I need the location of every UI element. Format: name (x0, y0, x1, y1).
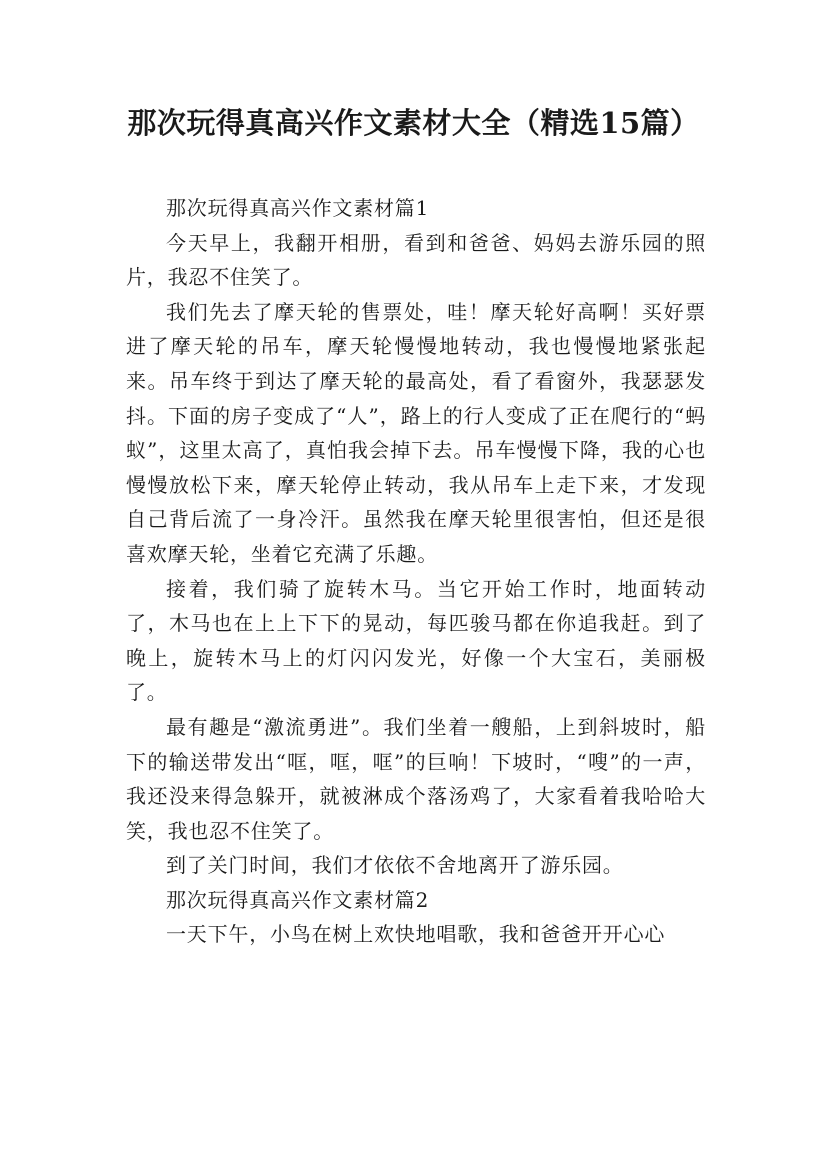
document-body (126, 191, 706, 952)
document-title: 那次玩得真高兴作文素材大全（精选15篇） (127, 106, 700, 140)
section-heading-1: 那次玩得真高兴作文素材篇1 (166, 196, 430, 220)
paragraph: 到了关门时间，我们才依依不舍地离开了游乐园。 (166, 853, 624, 878)
section-heading-2: 那次玩得真高兴作文素材篇2 (166, 887, 430, 912)
paragraph: 今天早上，我翻开相册，看到和爸爸、妈妈去游乐园的照片，我忍不住笑了。 (126, 230, 706, 290)
paragraph: 接着，我们骑了旋转木马。当它开始工作时，地面转动了，木马也在上上下下的晃动，每匹骏马都在你追我赶。到了晚上，旋转木马上的灯闪闪发光，好像一个大宝石，美丽极了。 (126, 576, 706, 705)
paragraph: 一天下午，小鸟在树上欢快地唱歌，我和爸爸开开心心 (166, 922, 666, 947)
paragraph: 我们先去了摩天轮的售票处，哇！摩天轮好高啊！买好票进了摩天轮的吊车，摩天轮慢慢地转动，我也慢慢地紧张起来。吊车终于到达了摩天轮的最高处，看了看窗外，我瑟瑟发抖。下面的房子变成了“人”，路上的行人变成了正在爬行的“蚂蚁”，这里太高了，真怕我会掉下去。吊车慢慢下降，我的心也慢慢放松下来，摩天轮停止转动，我从吊车上走下来，才发现自己背后流了一身冷汗。虽然我在摩天轮里很害怕，但还是很喜欢摩天轮，坐着它充满了乐趣。 (126, 299, 706, 566)
paragraph: 最有趣是“激流勇进”。我们坐着一艘船，上到斜坡时，船下的输送带发出“哐，哐，哐”的巨响！下坡时，“嗖”的一声，我还没来得急躲开，就被淋成个落汤鸡了，大家看着我哈哈大笑，我也忍不住笑了。 (126, 714, 706, 843)
